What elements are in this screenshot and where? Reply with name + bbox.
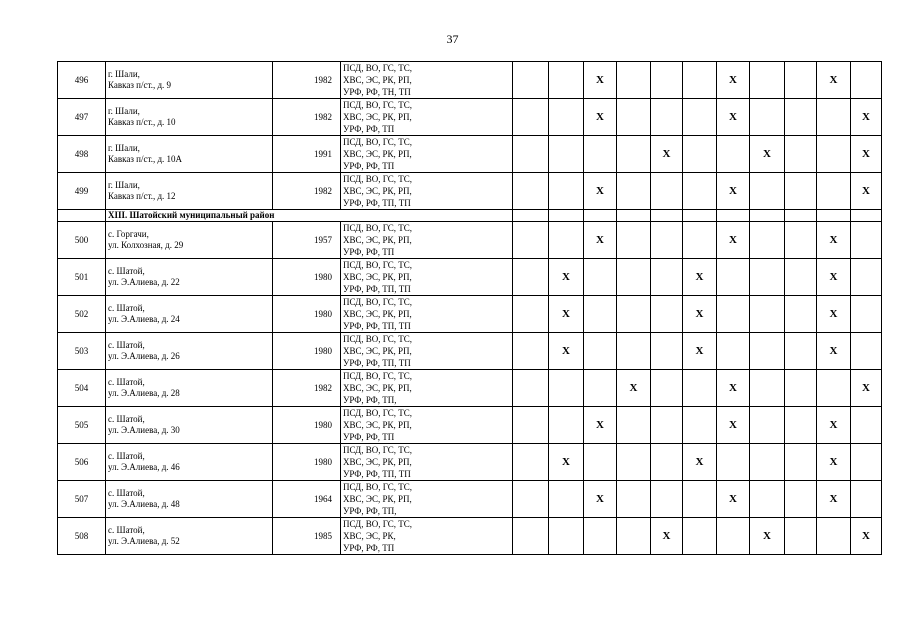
section-blank-cell — [817, 210, 851, 222]
works-line: УРФ, РФ, ТП, — [343, 506, 397, 516]
mark-cell — [651, 259, 683, 296]
mark-cell — [750, 333, 785, 370]
mark-cell — [683, 222, 717, 259]
mark-cell: X — [750, 136, 785, 173]
build-year: 1982 — [273, 370, 341, 407]
table-row — [58, 99, 882, 136]
mark-cell — [750, 99, 785, 136]
works-line: ПСД, ВО, ГС, ТС, — [343, 482, 413, 492]
mark-cell — [549, 407, 584, 444]
mark-cell — [617, 444, 651, 481]
mark-cell — [584, 259, 617, 296]
mark-cell: X — [584, 481, 617, 518]
mark-cell: X — [717, 481, 750, 518]
mark-cell — [513, 296, 549, 333]
mark-cell — [750, 62, 785, 99]
mark-cell: X — [717, 173, 750, 210]
works-line: ПСД, ВО, ГС, ТС, — [343, 408, 413, 418]
mark-cell — [750, 370, 785, 407]
works-line: ХВС, ЭС, РК, РП, — [343, 494, 412, 504]
mark-cell — [785, 444, 817, 481]
works-list-cell — [341, 136, 513, 173]
works-line: УРФ, РФ, ТП — [343, 124, 395, 134]
address-street: ул. Э.Алиева, д. 24 — [108, 314, 180, 324]
mark-cell — [513, 370, 549, 407]
mark-cell: X — [851, 518, 882, 555]
works-line: ХВС, ЭС, РК, РП, — [343, 420, 412, 430]
works-line: УРФ, РФ, ТП, ТП — [343, 284, 411, 294]
mark-cell — [513, 481, 549, 518]
mark-cell — [750, 481, 785, 518]
mark-cell — [785, 370, 817, 407]
mark-cell — [513, 173, 549, 210]
address-street: Кавказ п/ст., д. 10 — [108, 117, 176, 127]
mark-cell — [513, 99, 549, 136]
mark-cell — [785, 136, 817, 173]
works-line: ПСД, ВО, ГС, ТС, — [343, 297, 413, 307]
address-cell — [106, 62, 273, 99]
row-number: 497 — [58, 99, 106, 136]
address-cell — [106, 407, 273, 444]
address-street: Кавказ п/ст., д. 10А — [108, 154, 183, 164]
mark-cell: X — [683, 333, 717, 370]
mark-cell: X — [584, 173, 617, 210]
build-year: 1980 — [273, 296, 341, 333]
mark-cell — [651, 407, 683, 444]
works-line: ПСД, ВО, ГС, ТС, — [343, 519, 413, 529]
address-locality: с. Горгачи, — [108, 229, 149, 239]
mark-cell: X — [549, 444, 584, 481]
table-row — [58, 296, 882, 333]
mark-cell — [817, 136, 851, 173]
mark-cell — [851, 481, 882, 518]
section-blank-cell — [683, 210, 717, 222]
address-locality: г. Шали, — [108, 180, 140, 190]
address-locality: с. Шатой, — [108, 377, 145, 387]
mark-cell — [750, 444, 785, 481]
works-line: ПСД, ВО, ГС, ТС, — [343, 174, 413, 184]
address-locality: с. Шатой, — [108, 414, 145, 424]
works-list-cell — [341, 99, 513, 136]
mark-cell — [683, 481, 717, 518]
page-number: 37 — [446, 32, 459, 46]
works-line: ХВС, ЭС, РК, РП, — [343, 383, 412, 393]
table-row — [58, 173, 882, 210]
mark-cell — [717, 333, 750, 370]
works-list-cell — [341, 222, 513, 259]
works-line: ХВС, ЭС, РК, — [343, 531, 396, 541]
build-year: 1982 — [273, 173, 341, 210]
mark-cell: X — [817, 444, 851, 481]
mark-cell — [750, 222, 785, 259]
works-line: ПСД, ВО, ГС, ТС, — [343, 260, 413, 270]
mark-cell — [549, 518, 584, 555]
section-number-cell — [58, 210, 106, 222]
build-year: 1980 — [273, 444, 341, 481]
mark-cell: X — [817, 407, 851, 444]
address-locality: г. Шали, — [108, 69, 140, 79]
row-number: 502 — [58, 296, 106, 333]
mark-cell — [785, 518, 817, 555]
address-cell — [106, 222, 273, 259]
table-row — [58, 333, 882, 370]
works-line: УРФ, РФ, ТП — [343, 543, 395, 553]
mark-cell: X — [817, 296, 851, 333]
address-locality: с. Шатой, — [108, 303, 145, 313]
mark-cell — [617, 136, 651, 173]
mark-cell — [617, 407, 651, 444]
table-row — [58, 259, 882, 296]
housing-register-table — [57, 61, 882, 555]
mark-cell — [549, 99, 584, 136]
address-street: ул. Э.Алиева, д. 48 — [108, 499, 180, 509]
section-blank-cell — [617, 210, 651, 222]
mark-cell — [785, 407, 817, 444]
mark-cell — [683, 518, 717, 555]
row-number: 500 — [58, 222, 106, 259]
row-number: 503 — [58, 333, 106, 370]
mark-cell — [584, 444, 617, 481]
row-number: 507 — [58, 481, 106, 518]
works-list-cell — [341, 444, 513, 481]
address-locality: с. Шатой, — [108, 525, 145, 535]
mark-cell — [817, 518, 851, 555]
mark-cell — [683, 173, 717, 210]
build-year: 1982 — [273, 62, 341, 99]
mark-cell: X — [651, 136, 683, 173]
section-blank-cell — [717, 210, 750, 222]
address-cell — [106, 333, 273, 370]
mark-cell — [785, 62, 817, 99]
mark-cell — [851, 407, 882, 444]
build-year: 1980 — [273, 407, 341, 444]
mark-cell — [717, 296, 750, 333]
mark-cell — [513, 444, 549, 481]
mark-cell: X — [750, 518, 785, 555]
mark-cell: X — [549, 296, 584, 333]
mark-cell — [549, 222, 584, 259]
works-line: ПСД, ВО, ГС, ТС, — [343, 445, 413, 455]
address-cell — [106, 173, 273, 210]
mark-cell — [750, 173, 785, 210]
mark-cell — [549, 62, 584, 99]
works-line: ПСД, ВО, ГС, ТС, — [343, 334, 413, 344]
mark-cell: X — [549, 259, 584, 296]
works-line: ХВС, ЭС, РК, РП, — [343, 112, 412, 122]
table-row — [58, 444, 882, 481]
build-year: 1991 — [273, 136, 341, 173]
mark-cell: X — [584, 407, 617, 444]
mark-cell — [651, 333, 683, 370]
row-number: 499 — [58, 173, 106, 210]
mark-cell: X — [851, 99, 882, 136]
works-list-cell — [341, 518, 513, 555]
mark-cell — [513, 333, 549, 370]
mark-cell — [785, 222, 817, 259]
section-header-row — [58, 210, 882, 222]
address-street: ул. Э.Алиева, д. 52 — [108, 536, 180, 546]
mark-cell — [851, 296, 882, 333]
mark-cell — [785, 481, 817, 518]
works-line: ПСД, ВО, ГС, ТС, — [343, 223, 413, 233]
build-year: 1957 — [273, 222, 341, 259]
mark-cell — [617, 296, 651, 333]
address-cell — [106, 259, 273, 296]
mark-cell — [513, 518, 549, 555]
mark-cell — [851, 259, 882, 296]
row-number: 498 — [58, 136, 106, 173]
mark-cell — [513, 136, 549, 173]
mark-cell — [785, 259, 817, 296]
mark-cell — [584, 518, 617, 555]
mark-cell: X — [617, 370, 651, 407]
works-list-cell — [341, 407, 513, 444]
mark-cell — [717, 444, 750, 481]
mark-cell: X — [549, 333, 584, 370]
works-line: УРФ, РФ, ТП — [343, 161, 395, 171]
mark-cell — [750, 407, 785, 444]
address-cell — [106, 518, 273, 555]
mark-cell — [549, 370, 584, 407]
address-cell — [106, 296, 273, 333]
mark-cell: X — [651, 518, 683, 555]
works-line: ХВС, ЭС, РК, РП, — [343, 457, 412, 467]
mark-cell: X — [584, 62, 617, 99]
works-line: УРФ, РФ, ТП, — [343, 395, 397, 405]
mark-cell — [617, 222, 651, 259]
mark-cell: X — [717, 99, 750, 136]
mark-cell: X — [817, 259, 851, 296]
row-number: 501 — [58, 259, 106, 296]
row-number: 496 — [58, 62, 106, 99]
mark-cell — [785, 99, 817, 136]
address-street: ул. Э.Алиева, д. 30 — [108, 425, 180, 435]
section-title: XIII. Шатойский муниципальный район — [106, 210, 513, 222]
section-blank-cell — [549, 210, 584, 222]
mark-cell: X — [717, 370, 750, 407]
address-street: ул. Колхозная, д. 29 — [108, 240, 184, 250]
works-line: ХВС, ЭС, РК, РП, — [343, 149, 412, 159]
works-line: ХВС, ЭС, РК, РП, — [343, 235, 412, 245]
mark-cell — [513, 407, 549, 444]
works-list-cell — [341, 370, 513, 407]
mark-cell: X — [584, 99, 617, 136]
mark-cell — [683, 407, 717, 444]
table-row — [58, 222, 882, 259]
mark-cell — [651, 173, 683, 210]
address-street: ул. Э.Алиева, д. 26 — [108, 351, 180, 361]
build-year: 1982 — [273, 99, 341, 136]
mark-cell — [750, 296, 785, 333]
works-line: ХВС, ЭС, РК, РП, — [343, 272, 412, 282]
mark-cell — [584, 136, 617, 173]
works-line: УРФ, РФ, ТП, ТП — [343, 321, 411, 331]
section-blank-cell — [584, 210, 617, 222]
mark-cell — [617, 62, 651, 99]
works-list-cell — [341, 296, 513, 333]
mark-cell — [683, 62, 717, 99]
address-street: Кавказ п/ст., д. 12 — [108, 191, 176, 201]
address-locality: с. Шатой, — [108, 266, 145, 276]
mark-cell — [717, 136, 750, 173]
mark-cell — [584, 333, 617, 370]
section-blank-cell — [851, 210, 882, 222]
mark-cell — [683, 370, 717, 407]
mark-cell — [851, 62, 882, 99]
mark-cell — [651, 481, 683, 518]
mark-cell — [651, 444, 683, 481]
works-line: ХВС, ЭС, РК, РП, — [343, 75, 412, 85]
mark-cell — [785, 296, 817, 333]
works-line: ХВС, ЭС, РК, РП, — [343, 186, 412, 196]
table-body — [58, 62, 882, 555]
works-line: УРФ, РФ, ТП, ТП — [343, 469, 411, 479]
mark-cell — [651, 99, 683, 136]
address-street: ул. Э.Алиева, д. 46 — [108, 462, 180, 472]
mark-cell — [651, 222, 683, 259]
mark-cell — [549, 136, 584, 173]
works-line: ПСД, ВО, ГС, ТС, — [343, 371, 413, 381]
mark-cell — [651, 62, 683, 99]
mark-cell: X — [817, 333, 851, 370]
table-row — [58, 407, 882, 444]
mark-cell: X — [683, 296, 717, 333]
table-row — [58, 481, 882, 518]
row-number: 504 — [58, 370, 106, 407]
row-number: 508 — [58, 518, 106, 555]
mark-cell — [851, 222, 882, 259]
section-blank-cell — [750, 210, 785, 222]
mark-cell: X — [817, 62, 851, 99]
section-blank-cell — [513, 210, 549, 222]
section-blank-cell — [785, 210, 817, 222]
address-cell — [106, 370, 273, 407]
works-list-cell — [341, 481, 513, 518]
works-list-cell — [341, 259, 513, 296]
mark-cell — [584, 296, 617, 333]
mark-cell: X — [717, 62, 750, 99]
mark-cell: X — [717, 407, 750, 444]
table-row — [58, 62, 882, 99]
mark-cell: X — [851, 173, 882, 210]
mark-cell — [584, 370, 617, 407]
mark-cell: X — [851, 136, 882, 173]
mark-cell — [617, 481, 651, 518]
build-year: 1964 — [273, 481, 341, 518]
address-locality: г. Шали, — [108, 143, 140, 153]
works-line: ХВС, ЭС, РК, РП, — [343, 346, 412, 356]
mark-cell — [817, 173, 851, 210]
works-list-cell — [341, 173, 513, 210]
mark-cell — [549, 173, 584, 210]
works-line: ПСД, ВО, ГС, ТС, — [343, 100, 413, 110]
mark-cell — [817, 370, 851, 407]
address-cell — [106, 136, 273, 173]
section-blank-cell — [651, 210, 683, 222]
mark-cell — [851, 444, 882, 481]
table-row — [58, 518, 882, 555]
mark-cell — [617, 518, 651, 555]
mark-cell — [617, 333, 651, 370]
mark-cell — [617, 99, 651, 136]
mark-cell — [717, 518, 750, 555]
works-line: ПСД, ВО, ГС, ТС, — [343, 137, 413, 147]
mark-cell — [785, 173, 817, 210]
table-row — [58, 136, 882, 173]
mark-cell — [851, 333, 882, 370]
works-line: ПСД, ВО, ГС, ТС, — [343, 63, 413, 73]
address-locality: с. Шатой, — [108, 451, 145, 461]
mark-cell: X — [851, 370, 882, 407]
mark-cell — [513, 222, 549, 259]
address-street: Кавказ п/ст., д. 9 — [108, 80, 172, 90]
address-cell — [106, 444, 273, 481]
works-line: ХВС, ЭС, РК, РП, — [343, 309, 412, 319]
address-locality: с. Шатой, — [108, 340, 145, 350]
mark-cell — [651, 296, 683, 333]
row-number: 505 — [58, 407, 106, 444]
works-line: УРФ, РФ, ТП — [343, 247, 395, 257]
mark-cell — [549, 481, 584, 518]
mark-cell — [717, 259, 750, 296]
table-row — [58, 370, 882, 407]
mark-cell: X — [717, 222, 750, 259]
works-list-cell — [341, 62, 513, 99]
build-year: 1985 — [273, 518, 341, 555]
address-street: ул. Э.Алиева, д. 28 — [108, 388, 180, 398]
build-year: 1980 — [273, 333, 341, 370]
mark-cell — [651, 370, 683, 407]
mark-cell — [785, 333, 817, 370]
mark-cell: X — [817, 481, 851, 518]
mark-cell — [617, 259, 651, 296]
mark-cell — [513, 62, 549, 99]
works-list-cell — [341, 333, 513, 370]
mark-cell — [513, 259, 549, 296]
works-line: УРФ, РФ, ТП — [343, 432, 395, 442]
works-line: УРФ, РФ, ТП, ТП — [343, 358, 411, 368]
works-line: УРФ, РФ, ТП, ТП — [343, 198, 411, 208]
row-number: 506 — [58, 444, 106, 481]
mark-cell — [683, 99, 717, 136]
mark-cell — [817, 99, 851, 136]
mark-cell: X — [584, 222, 617, 259]
mark-cell — [750, 259, 785, 296]
address-cell — [106, 99, 273, 136]
address-cell — [106, 481, 273, 518]
mark-cell — [617, 173, 651, 210]
address-locality: г. Шали, — [108, 106, 140, 116]
mark-cell: X — [683, 259, 717, 296]
address-locality: с. Шатой, — [108, 488, 145, 498]
build-year: 1980 — [273, 259, 341, 296]
mark-cell: X — [817, 222, 851, 259]
address-street: ул. Э.Алиева, д. 22 — [108, 277, 180, 287]
works-line: УРФ, РФ, ТН, ТП — [343, 87, 411, 97]
mark-cell — [683, 136, 717, 173]
mark-cell: X — [683, 444, 717, 481]
